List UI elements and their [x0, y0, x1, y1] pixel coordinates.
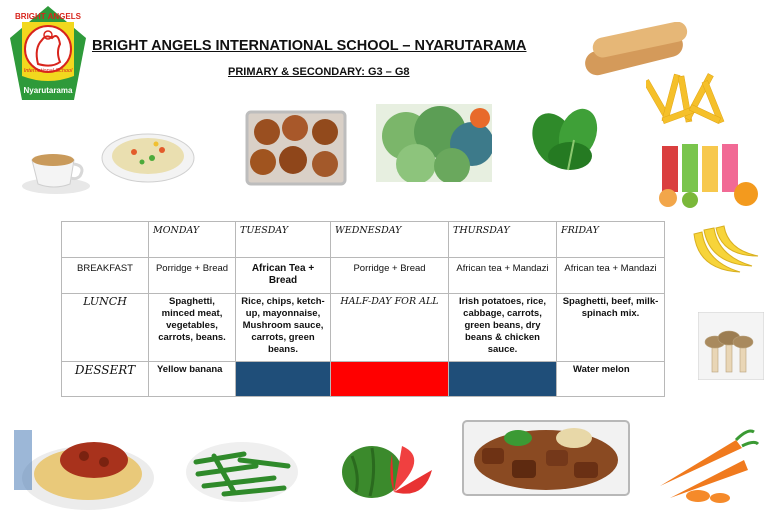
day-header: THURSDAY — [449, 222, 557, 258]
day-header: MONDAY — [149, 222, 236, 258]
menu-cell: Rice, chips, ketch-up, mayonnaise, Mushroom sauce, carrots, green beans. — [236, 294, 331, 362]
menu-cell: Porridge + Bread — [331, 258, 449, 294]
menu-cell: African tea + Mandazi — [449, 258, 557, 294]
logo-top-text: BRIGHT ANGELS — [15, 12, 81, 21]
table-row — [62, 258, 665, 294]
mushroom-icon — [698, 312, 764, 380]
table-header-row — [62, 222, 665, 258]
green-beans-icon — [184, 432, 300, 504]
page-title: BRIGHT ANGELS INTERNATIONAL SCHOOL – NYARUTARAMA — [92, 38, 527, 54]
menu-cell: HALF-DAY FOR ALL — [331, 294, 449, 362]
day-header: TUESDAY — [236, 222, 331, 258]
corner-cell — [62, 222, 149, 258]
fries-icon — [646, 68, 736, 134]
spinach-icon — [528, 100, 608, 178]
page-subtitle: PRIMARY & SECONDARY: G3 – G8 — [228, 66, 410, 78]
table-row — [62, 362, 665, 397]
menu-cell: Spaghetti, minced meat, vegetables, carrots, beans. — [149, 294, 236, 362]
menu-cell: Irish potatoes, rice, cabbage, carrots, green beans, dry beans & chicken sauce. — [449, 294, 557, 362]
logo-arc-text: International School — [23, 68, 73, 74]
tea-cup-icon — [14, 138, 94, 198]
meal-label: BREAKFAST — [62, 258, 149, 294]
spaghetti-icon — [14, 424, 154, 512]
school-logo — [8, 4, 88, 102]
menu-cell: Water melon — [557, 362, 665, 397]
meal-label: DESSERT — [62, 362, 149, 397]
banana-icon — [688, 222, 760, 278]
menu-cell: Porridge + Bread — [149, 258, 236, 294]
day-header: FRIDAY — [557, 222, 665, 258]
menu-table — [61, 221, 665, 397]
juice-icon — [654, 140, 758, 210]
watermelon-icon — [340, 436, 438, 500]
table-row — [62, 294, 665, 362]
logo-bottom-text: Nyarutarama — [23, 86, 73, 95]
menu-cell-blank — [449, 362, 557, 397]
day-header: WEDNESDAY — [331, 222, 449, 258]
cabbage-icon — [376, 104, 492, 182]
menu-cell: African Tea + Bread — [236, 258, 331, 294]
fried-rice-icon — [100, 128, 196, 184]
menu-cell-blank — [331, 362, 449, 397]
menu-cell: Yellow banana — [149, 362, 236, 397]
beef-stew-icon — [462, 420, 630, 496]
mandazi-icon — [245, 110, 347, 186]
meal-label: LUNCH — [62, 294, 149, 362]
carrot-icon — [650, 426, 760, 506]
menu-cell: Spaghetti, beef, milk-spinach mix. — [557, 294, 665, 362]
menu-cell: African tea + Mandazi — [557, 258, 665, 294]
menu-cell-blank — [236, 362, 331, 397]
